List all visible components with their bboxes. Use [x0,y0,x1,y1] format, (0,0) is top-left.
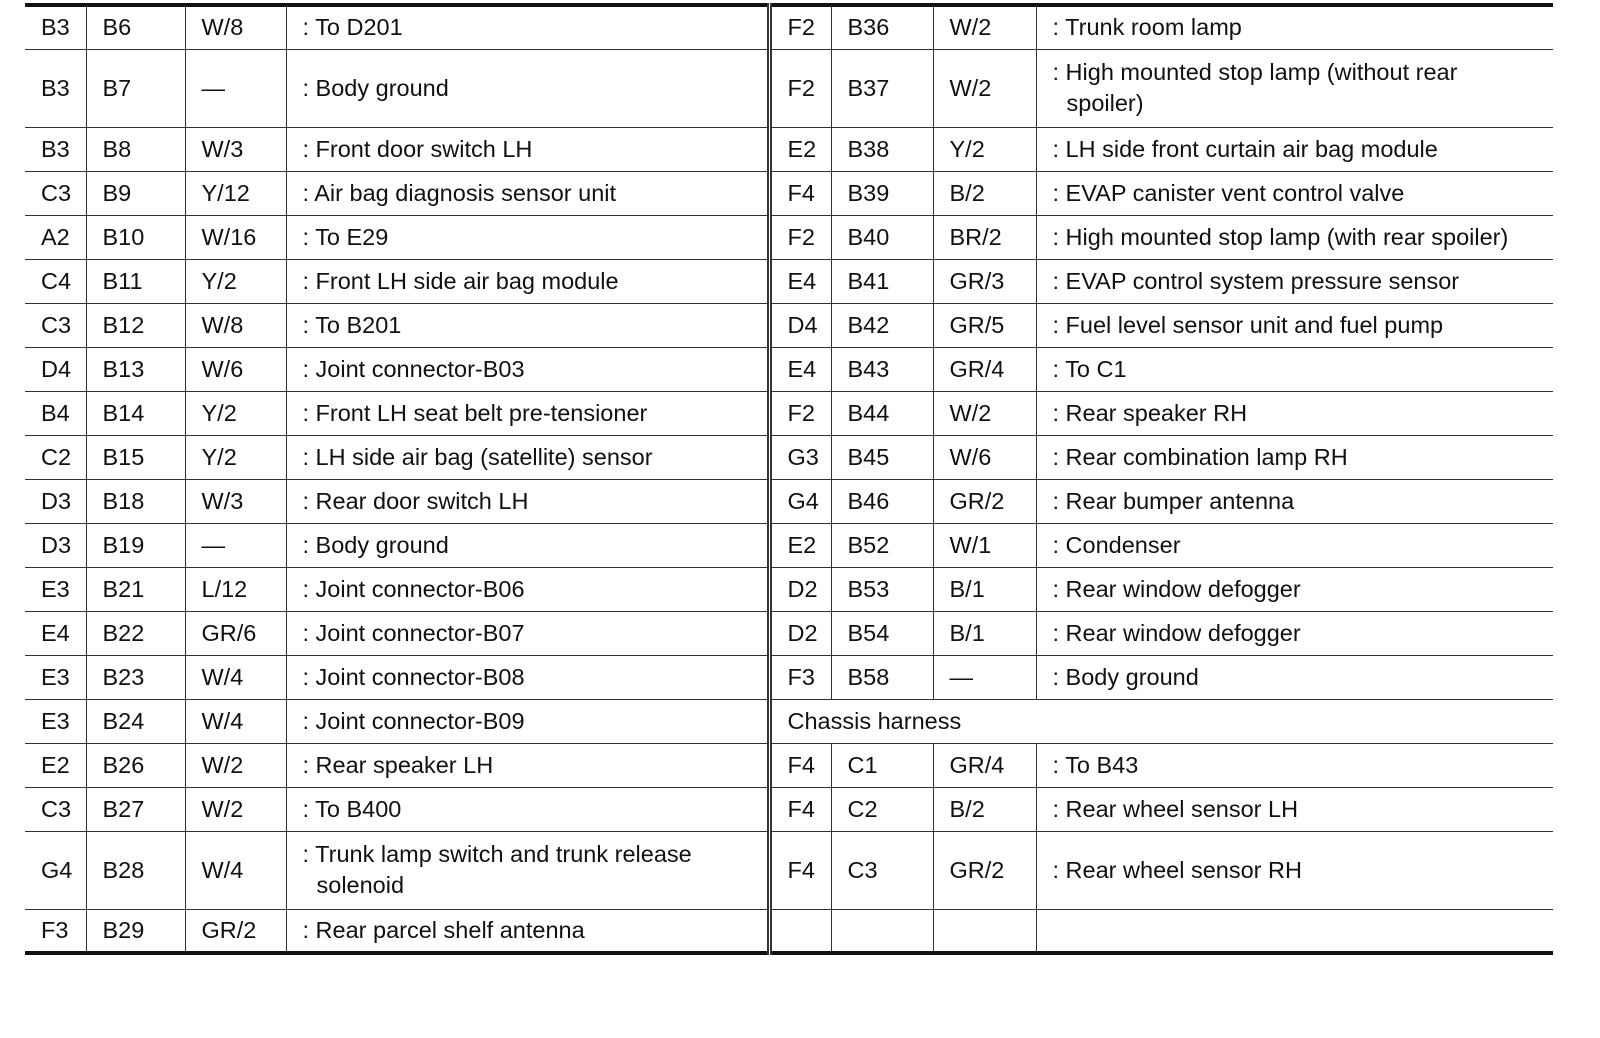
right-coordinate-cell: G4 [769,479,831,523]
left-coordinate-cell: B3 [25,127,86,171]
right-connector-cell: B46 [831,479,933,523]
left-description-cell: : Joint connector-B06 [286,567,769,611]
right-color-pins-cell: W/2 [933,391,1036,435]
right-color-pins-cell: GR/2 [933,831,1036,909]
left-connector-cell: B27 [86,787,185,831]
table-row [25,49,1553,127]
right-coordinate-cell: E4 [769,347,831,391]
left-description-cell: : Air bag diagnosis sensor unit [286,171,769,215]
right-coordinate-cell: F2 [769,49,831,127]
left-coordinate-cell: D3 [25,479,86,523]
right-color-pins-cell: W/2 [933,5,1036,49]
section-header-chassis-harness: Chassis harness [769,699,1553,743]
right-description-cell: : Condenser [1036,523,1553,567]
right-connector-cell: B36 [831,5,933,49]
left-description-cell: : Rear parcel shelf antenna [286,909,769,953]
left-color-pins-cell: L/12 [185,567,286,611]
right-coordinate-cell: E2 [769,127,831,171]
left-color-pins-cell: W/16 [185,215,286,259]
table-row [25,259,1553,303]
left-color-pins-cell: W/4 [185,699,286,743]
left-connector-cell: B7 [86,49,185,127]
left-connector-cell: B15 [86,435,185,479]
right-color-pins-cell: GR/5 [933,303,1036,347]
left-connector-cell: B24 [86,699,185,743]
table-row [25,787,1553,831]
right-color-pins-cell: BR/2 [933,215,1036,259]
right-description-cell: : EVAP canister vent control valve [1036,171,1553,215]
right-description-cell: : Rear speaker RH [1036,391,1553,435]
right-description-cell: : Rear bumper antenna [1036,479,1553,523]
right-color-pins-cell: GR/2 [933,479,1036,523]
left-description-cell: : Rear door switch LH [286,479,769,523]
right-description-cell: : Rear window defogger [1036,611,1553,655]
right-color-pins-cell: W/1 [933,523,1036,567]
left-description-cell: : LH side air bag (satellite) sensor [286,435,769,479]
left-connector-cell: B23 [86,655,185,699]
right-color-pins-cell: B/2 [933,171,1036,215]
right-description-cell: : High mounted stop lamp (with rear spoiler) [1036,215,1553,259]
right-connector-cell: C1 [831,743,933,787]
right-coordinate-cell: F4 [769,171,831,215]
left-connector-cell: B22 [86,611,185,655]
right-coordinate-cell: E2 [769,523,831,567]
left-description-cell: : To E29 [286,215,769,259]
table-row [25,5,1553,49]
table-row [25,435,1553,479]
left-connector-cell: B11 [86,259,185,303]
right-color-pins-cell: — [933,655,1036,699]
left-color-pins-cell: W/6 [185,347,286,391]
left-color-pins-cell: W/3 [185,127,286,171]
table-row [25,391,1553,435]
left-description-cell: : To B201 [286,303,769,347]
left-description-cell: : Trunk lamp switch and trunk release solenoid [286,831,769,909]
right-color-pins-cell: B/1 [933,611,1036,655]
connector-table [25,3,1553,955]
table-row [25,523,1553,567]
left-color-pins-cell: Y/2 [185,435,286,479]
right-coordinate-cell [769,909,831,953]
right-connector-cell: C2 [831,787,933,831]
right-connector-cell: B37 [831,49,933,127]
right-color-pins-cell [933,909,1036,953]
table-row [25,347,1553,391]
left-coordinate-cell: F3 [25,909,86,953]
right-connector-cell: B58 [831,655,933,699]
right-connector-cell: B53 [831,567,933,611]
table-row [25,831,1553,909]
left-description-cell: : To D201 [286,5,769,49]
left-color-pins-cell: — [185,523,286,567]
right-connector-cell: B43 [831,347,933,391]
left-coordinate-cell: C2 [25,435,86,479]
left-color-pins-cell: GR/6 [185,611,286,655]
left-description-cell: : Front LH seat belt pre-tensioner [286,391,769,435]
table-row [25,909,1553,953]
right-description-cell: : To C1 [1036,347,1553,391]
right-description-cell: : EVAP control system pressure sensor [1036,259,1553,303]
left-description-cell: : Rear speaker LH [286,743,769,787]
right-coordinate-cell: G3 [769,435,831,479]
left-coordinate-cell: C3 [25,171,86,215]
left-coordinate-cell: E3 [25,567,86,611]
left-color-pins-cell: W/8 [185,303,286,347]
left-coordinate-cell: E2 [25,743,86,787]
left-connector-cell: B10 [86,215,185,259]
right-connector-cell: B45 [831,435,933,479]
left-connector-cell: B9 [86,171,185,215]
left-coordinate-cell: E3 [25,699,86,743]
left-coordinate-cell: C3 [25,303,86,347]
left-description-cell: : Body ground [286,523,769,567]
right-coordinate-cell: F4 [769,831,831,909]
right-description-cell: : Body ground [1036,655,1553,699]
right-coordinate-cell: E4 [769,259,831,303]
left-coordinate-cell: B3 [25,5,86,49]
left-connector-cell: B18 [86,479,185,523]
right-color-pins-cell: Y/2 [933,127,1036,171]
right-description-cell [1036,909,1553,953]
left-connector-cell: B26 [86,743,185,787]
right-connector-cell: B40 [831,215,933,259]
right-connector-cell: B39 [831,171,933,215]
left-color-pins-cell: Y/2 [185,391,286,435]
right-description-cell: : Fuel level sensor unit and fuel pump [1036,303,1553,347]
right-connector-cell: B44 [831,391,933,435]
left-description-cell: : Front door switch LH [286,127,769,171]
right-coordinate-cell: F2 [769,391,831,435]
left-description-cell: : Joint connector-B08 [286,655,769,699]
right-connector-cell: B42 [831,303,933,347]
left-connector-cell: B29 [86,909,185,953]
right-color-pins-cell: W/2 [933,49,1036,127]
right-coordinate-cell: D4 [769,303,831,347]
right-coordinate-cell: D2 [769,567,831,611]
right-color-pins-cell: B/2 [933,787,1036,831]
table-row [25,699,1553,743]
table-row [25,655,1553,699]
left-description-cell: : Joint connector-B09 [286,699,769,743]
left-connector-cell: B14 [86,391,185,435]
left-coordinate-cell: E3 [25,655,86,699]
right-description-cell: : High mounted stop lamp (without rear spoiler) [1036,49,1553,127]
left-color-pins-cell: W/4 [185,655,286,699]
left-connector-cell: B13 [86,347,185,391]
left-color-pins-cell: Y/2 [185,259,286,303]
right-connector-cell: B52 [831,523,933,567]
left-description-cell: : Joint connector-B07 [286,611,769,655]
left-color-pins-cell: GR/2 [185,909,286,953]
table-row [25,567,1553,611]
left-color-pins-cell: Y/12 [185,171,286,215]
left-connector-cell: B28 [86,831,185,909]
right-description-cell: : Rear window defogger [1036,567,1553,611]
right-connector-cell: B41 [831,259,933,303]
table-row [25,743,1553,787]
right-connector-cell: B38 [831,127,933,171]
left-coordinate-cell: A2 [25,215,86,259]
left-connector-cell: B21 [86,567,185,611]
left-connector-cell: B12 [86,303,185,347]
left-coordinate-cell: G4 [25,831,86,909]
left-color-pins-cell: W/4 [185,831,286,909]
table-row [25,611,1553,655]
left-coordinate-cell: B3 [25,49,86,127]
left-color-pins-cell: W/2 [185,743,286,787]
left-description-cell: : Body ground [286,49,769,127]
left-coordinate-cell: D3 [25,523,86,567]
left-connector-cell: B8 [86,127,185,171]
left-color-pins-cell: W/3 [185,479,286,523]
right-description-cell: : Rear wheel sensor LH [1036,787,1553,831]
left-description-cell: : Joint connector-B03 [286,347,769,391]
left-coordinate-cell: D4 [25,347,86,391]
left-connector-cell: B19 [86,523,185,567]
table-row [25,171,1553,215]
right-color-pins-cell: GR/3 [933,259,1036,303]
table-row [25,215,1553,259]
right-color-pins-cell: GR/4 [933,347,1036,391]
left-coordinate-cell: C4 [25,259,86,303]
left-coordinate-cell: C3 [25,787,86,831]
right-coordinate-cell: D2 [769,611,831,655]
left-description-cell: : Front LH side air bag module [286,259,769,303]
left-color-pins-cell: W/8 [185,5,286,49]
right-description-cell: : To B43 [1036,743,1553,787]
table-row [25,127,1553,171]
right-coordinate-cell: F2 [769,5,831,49]
right-description-cell: : LH side front curtain air bag module [1036,127,1553,171]
left-color-pins-cell: — [185,49,286,127]
right-coordinate-cell: F4 [769,787,831,831]
right-connector-cell: B54 [831,611,933,655]
table-row [25,479,1553,523]
right-description-cell: : Trunk room lamp [1036,5,1553,49]
left-description-cell: : To B400 [286,787,769,831]
left-coordinate-cell: E4 [25,611,86,655]
right-color-pins-cell: B/1 [933,567,1036,611]
left-coordinate-cell: B4 [25,391,86,435]
table-row [25,303,1553,347]
right-connector-cell: C3 [831,831,933,909]
left-color-pins-cell: W/2 [185,787,286,831]
right-connector-cell [831,909,933,953]
right-description-cell: : Rear wheel sensor RH [1036,831,1553,909]
right-coordinate-cell: F3 [769,655,831,699]
right-coordinate-cell: F2 [769,215,831,259]
right-coordinate-cell: F4 [769,743,831,787]
right-color-pins-cell: W/6 [933,435,1036,479]
right-description-cell: : Rear combination lamp RH [1036,435,1553,479]
left-connector-cell: B6 [86,5,185,49]
right-color-pins-cell: GR/4 [933,743,1036,787]
